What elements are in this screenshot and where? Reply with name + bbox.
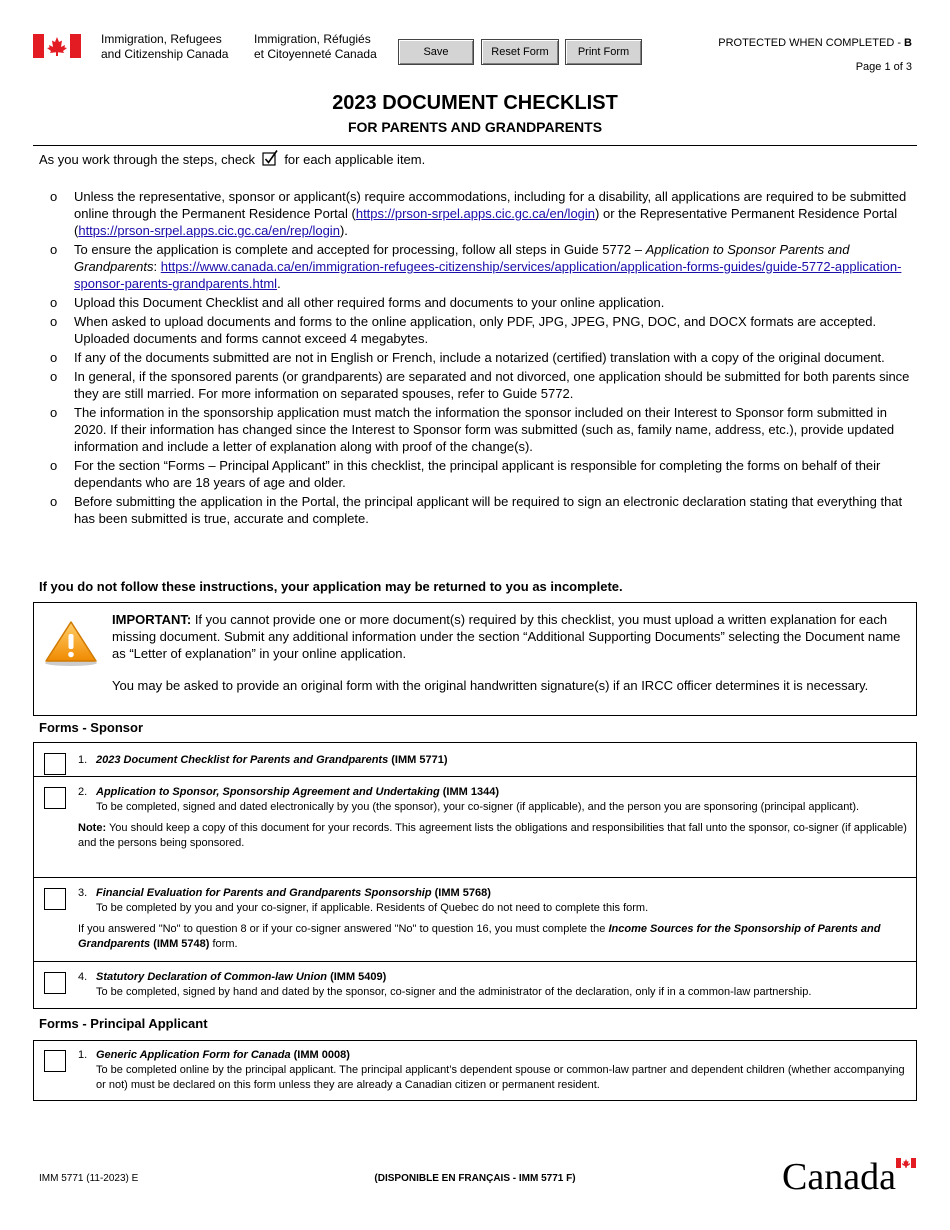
checklist-item: 3. Financial Evaluation for Parents and Grandparents Sponsorship (IMM 5768) To be completed by you and your co-signer, if applicable. Residents of Quebec do not need to complete this form. If you answered "No" to question 8 or if your co-signer answered "No" to question 16, you must complete the Income Sources for the Sponsorship of Parents and Grandparents (IMM 5748) form. — [78, 887, 881, 950]
list-item: o When asked to upload documents and forms to the online application, only PDF, JPG, JPEG, PNG, DOC, and DOCX formats are accepted. Uploaded documents and forms cannot exceed 4 megabytes. — [50, 314, 877, 346]
table-row — [34, 962, 916, 1008]
french-availability-note: (DISPONIBLE EN FRANÇAIS - IMM 5771 F) — [374, 1173, 576, 1184]
checklist-item: 2. Application to Sponsor, Sponsorship Agreement and Undertaking (IMM 1344) To be completed, signed and dated electronically by you (the sponsor), your co-signer (if applicable), and the person you are sponsoring (principal applicant). Note: You should keep a copy of this document for your records. This agreement lists the obligations and responsibilities that fall unto the sponsor, co-signer (if applicable) and the persons being sponsored. — [78, 786, 907, 849]
canada-flag-icon — [33, 34, 81, 58]
list-item: o Upload this Document Checklist and all other required forms and documents to your online application. — [50, 295, 665, 310]
principal-applicant-section-heading: Forms - Principal Applicant — [39, 1016, 208, 1031]
protected-label: PROTECTED WHEN COMPLETED - B — [718, 37, 912, 49]
intro-line: As you work through the steps, check for each applicable item. — [39, 152, 426, 167]
list-item: o The information in the sponsorship application must match the information the sponsor included on their Interest to Sponsor form submitted in 2020. If their information has changed since the Interest to Sponsor form was submitted (such as, family name, address, etc.), provide updated information and include a letter of explanation along with proof of the change(s). — [50, 405, 895, 454]
sponsor-section-heading: Forms - Sponsor — [39, 720, 144, 735]
instructions-list — [50, 188, 912, 529]
guide-5772-link[interactable]: https://www.canada.ca/en/immigration-refugees-citizenship/services/application/application-forms-guides/guide-5772-application-sponsor-parents-grandparents.html — [74, 259, 902, 291]
checkbox-imm5409[interactable] — [44, 972, 66, 994]
table-row — [34, 743, 916, 777]
principal-applicant-forms-box — [33, 1040, 917, 1101]
page-header — [0, 0, 950, 90]
checklist-item: 1. 2023 Document Checklist for Parents and Grandparents (IMM 5771) — [78, 754, 448, 766]
checkbox-imm5768[interactable] — [44, 888, 66, 910]
reset-form-button[interactable]: Reset Form — [481, 39, 559, 65]
list-item: o Before submitting the application in the Portal, the principal applicant will be required to sign an electronic declaration stating that everything that has been submitted is true, accurate and complete. — [50, 494, 903, 526]
list-item: o For the section “Forms – Principal Applicant” in this checklist, the principal applicant is responsible for completing the forms on behalf of their dependants who are 18 years of age and older. — [50, 458, 881, 490]
sponsor-forms-box — [33, 742, 917, 1009]
portal-login-link[interactable]: https://prson-srpel.apps.cic.gc.ca/en/login — [355, 206, 596, 221]
wordmark-text: Canada — [782, 1156, 896, 1192]
wordmark-flag-icon — [896, 1158, 916, 1168]
warning-icon — [43, 619, 99, 667]
rep-portal-login-link[interactable]: https://prson-srpel.apps.cic.gc.ca/en/rep/login — [78, 223, 340, 238]
page-number: Page 1 of 3 — [855, 61, 912, 73]
list-item: o Unless the representative, sponsor or applicant(s) require accommodations, including for a disability, all applications are required to be submitted online through the Permanent Residence Portal (https://prson-srpel.apps.cic.gc.ca/en/login) or the Representative Permanent Residence Portal (https://prson-srpel.apps.cic.gc.ca/en/rep/login). — [50, 189, 907, 238]
important-text: IMPORTANT: If you cannot provide one or more document(s) required by this checklist, you must upload a written explanation for each missing document. Submit any additional information under the section “Additional Supporting Documents” selecting the Document name as “Letter of explanation” in your online application. You may be asked to provide an original form with the original handwritten signature(s) if an IRCC officer determines it is necessary. — [112, 612, 901, 693]
checkbox-imm1344[interactable] — [44, 787, 66, 809]
department-name-fr: Immigration, Réfugiés et Citoyenneté Canada — [254, 32, 377, 61]
checkbox-imm5771[interactable] — [44, 753, 66, 775]
checklist-item: 1. Generic Application Form for Canada (IMM 0008) To be completed online by the principal applicant. The principal applicant’s dependent spouse or common-law partner and dependent children (whether accompanying or not) must be declared on this form unless they are already a Canadian citizen or permanent resident. — [78, 1049, 905, 1091]
important-notice — [33, 602, 917, 716]
table-row — [34, 878, 916, 962]
list-item: o In general, if the sponsored parents (or grandparents) are separated and not divorced, one application should be submitted for both parents since they are still married. For more information on separated spouses, refer to Guide 5772. — [50, 369, 910, 401]
page-subtitle: FOR PARENTS AND GRANDPARENTS — [347, 119, 603, 135]
table-row — [34, 777, 916, 878]
checklist-item: 4. Statutory Declaration of Common-law Union (IMM 5409) To be completed, signed by hand and dated by the sponsor, co-signer and the administrator of the declaration, only if in a common-law partnership. — [78, 971, 812, 998]
page-title: 2023 DOCUMENT CHECKLIST — [332, 92, 618, 114]
incomplete-warning: If you do not follow these instructions, your application may be returned to you as incomplete. — [39, 579, 623, 594]
form-identifier: IMM 5771 (11-2023) E — [39, 1173, 139, 1184]
checkbox-imm0008[interactable] — [44, 1050, 66, 1072]
title-divider — [33, 145, 917, 146]
list-item: o To ensure the application is complete and accepted for processing, follow all steps in Guide 5772 – Application to Sponsor Parents and Grandparents: https://www.canada.ca/en/immigration-refugees-citizenship/services/application/application-forms-guides/guide-5772-application-sponsor-parents-grandparents.html. — [50, 242, 902, 291]
save-button[interactable]: Save — [398, 39, 474, 65]
department-name-en: Immigration, Refugees and Citizenship Canada — [101, 32, 229, 61]
print-form-button[interactable]: Print Form — [565, 39, 642, 65]
checked-box-icon — [262, 150, 278, 166]
canada-wordmark-logo — [782, 1154, 918, 1192]
list-item: o If any of the documents submitted are not in English or French, include a notarized (certified) translation with a copy of the original document. — [50, 350, 885, 365]
